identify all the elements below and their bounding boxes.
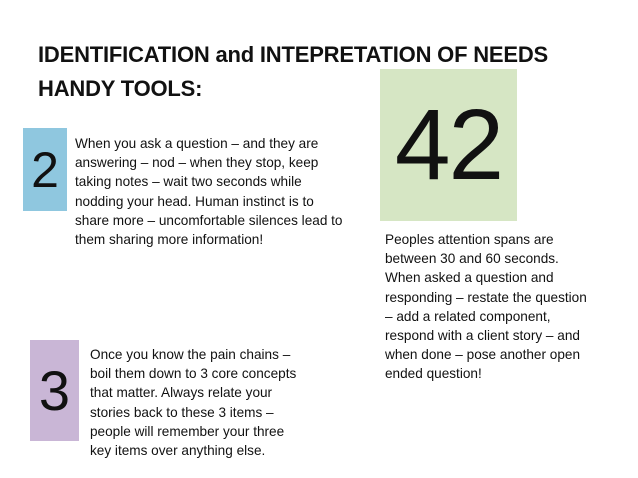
tip-text-2 [75, 134, 343, 249]
tip-text-3-line: boil them down to 3 core concepts [90, 366, 297, 382]
tip-text-2-line: them sharing more information! [75, 232, 264, 248]
tip-text-42-line: between 30 and 60 seconds. [385, 251, 559, 267]
tip-text-42-line: When asked a question and [385, 270, 554, 286]
tip-text-2-line: nodding your head. Human instinct is to [75, 193, 314, 209]
tip-text-2-line: answering – nod – when they stop, keep [75, 155, 319, 171]
tip-number-3-box [30, 340, 79, 441]
tip-text-2-line: taking notes – wait two seconds while [75, 174, 302, 190]
tip-text-3-line: that matter. Always relate your [90, 385, 273, 401]
tip-text-2-line: When you ask a question – and they are [75, 136, 319, 151]
tip-text-42-line: when done – pose another open [385, 347, 581, 363]
tip-text-2-line: share more – uncomfortable silences lead to [75, 212, 343, 228]
slide-title-line-2: HANDY TOOLS: [38, 76, 203, 101]
tip-text-3-line: key items over anything else. [90, 443, 266, 459]
tip-text-42-line: – add a related component, [385, 308, 551, 324]
tip-number-2: 2 [31, 141, 59, 198]
tip-text-42-line: respond with a client story – and [385, 328, 580, 344]
slide-title [38, 38, 618, 106]
tip-text-3 [90, 345, 296, 460]
tip-text-3-line: Once you know the pain chains – [90, 347, 291, 362]
tip-text-42-line: Peoples attention spans are [385, 232, 554, 247]
tip-text-3-line: stories back to these 3 items – [90, 404, 274, 420]
tip-number-2-box [23, 128, 67, 211]
tip-text-42 [385, 230, 587, 384]
slide-title-line-1: IDENTIFICATION and INTEPRETATION OF NEEDS [38, 42, 549, 67]
tip-number-42: 42 [394, 88, 503, 201]
tip-number-3: 3 [38, 359, 71, 422]
tip-text-42-line: ended question! [385, 366, 482, 382]
tip-number-42-box [380, 69, 517, 221]
tip-text-3-line: people will remember your three [90, 423, 285, 439]
tip-text-42-line: responding – restate the question [385, 289, 587, 305]
